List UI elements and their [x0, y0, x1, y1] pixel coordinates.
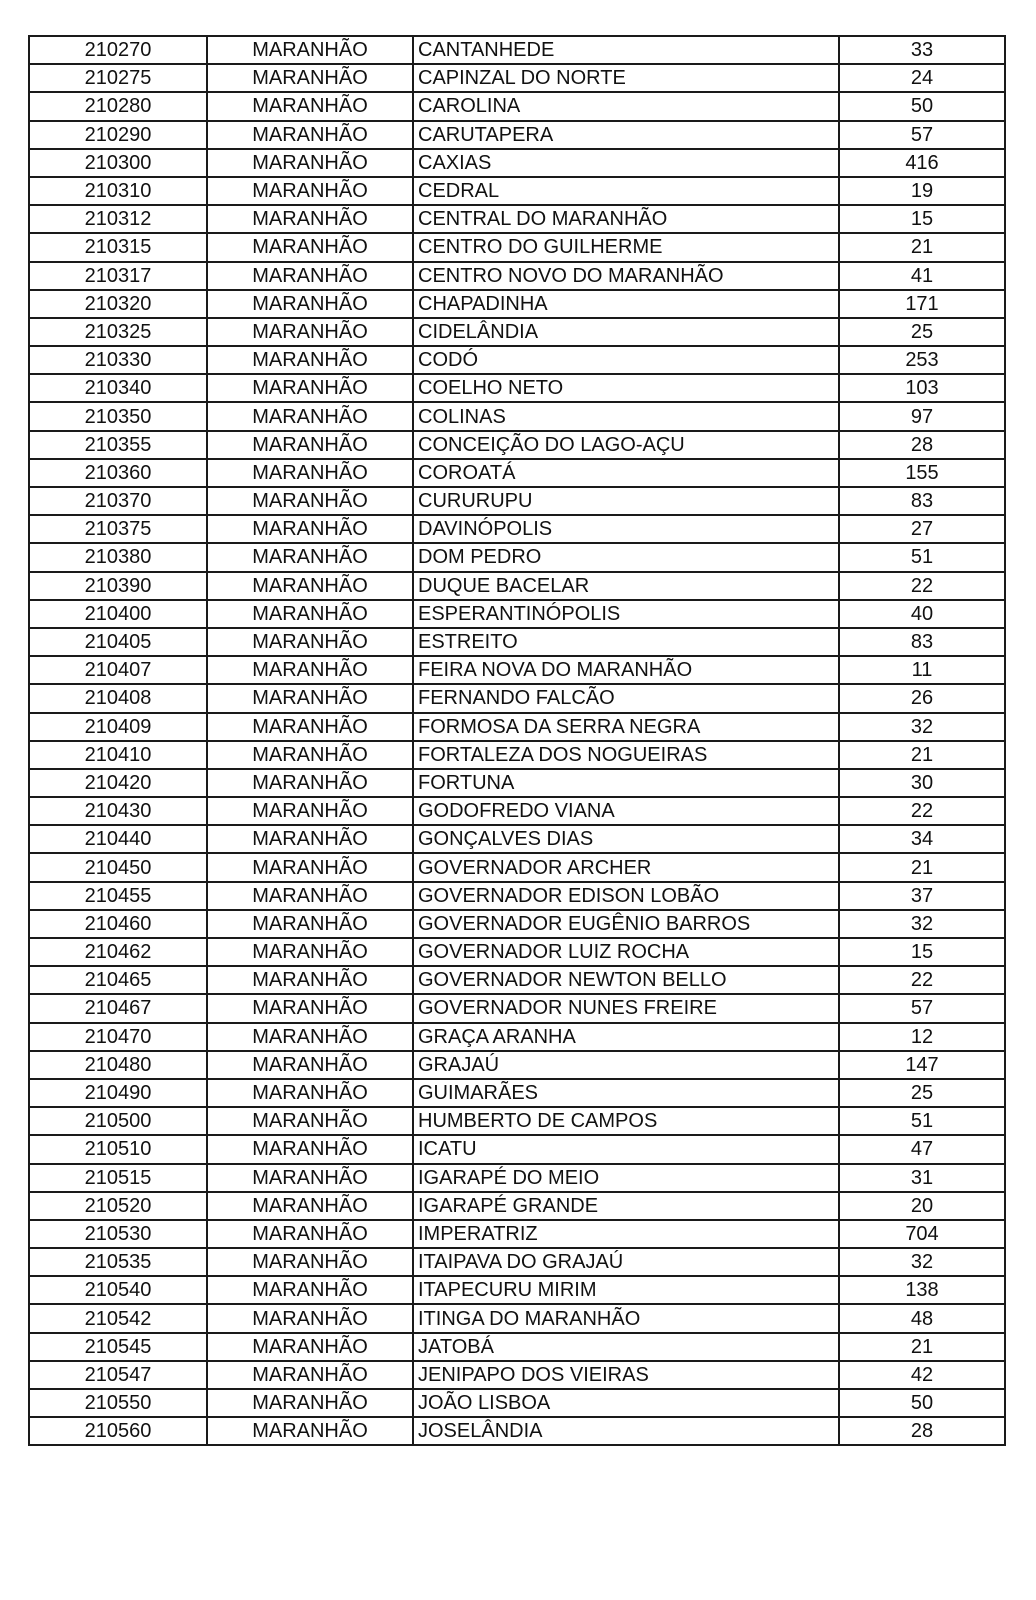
municipality-cell: ICATU	[413, 1135, 839, 1163]
state-cell: MARANHÃO	[207, 1192, 413, 1220]
state-cell: MARANHÃO	[207, 1023, 413, 1051]
state-cell: MARANHÃO	[207, 1051, 413, 1079]
table-row	[29, 515, 1005, 543]
table-row	[29, 1417, 1005, 1445]
state-cell: MARANHÃO	[207, 572, 413, 600]
municipality-cell: GOVERNADOR NUNES FREIRE	[413, 994, 839, 1022]
value-cell: 21	[839, 741, 1005, 769]
state-cell: MARANHÃO	[207, 515, 413, 543]
ibge-code-cell: 210290	[29, 121, 207, 149]
state-cell: MARANHÃO	[207, 853, 413, 881]
ibge-code-cell: 210430	[29, 797, 207, 825]
ibge-code-cell: 210409	[29, 713, 207, 741]
table-row	[29, 1051, 1005, 1079]
table-body	[29, 36, 1005, 1445]
ibge-code-cell: 210275	[29, 64, 207, 92]
state-cell: MARANHÃO	[207, 402, 413, 430]
table-row	[29, 543, 1005, 571]
value-cell: 83	[839, 487, 1005, 515]
table-row	[29, 149, 1005, 177]
municipality-cell: COLINAS	[413, 402, 839, 430]
table-row	[29, 1023, 1005, 1051]
municipality-cell: CIDELÂNDIA	[413, 318, 839, 346]
table-row	[29, 233, 1005, 261]
ibge-code-cell: 210535	[29, 1248, 207, 1276]
table-row	[29, 1107, 1005, 1135]
ibge-code-cell: 210530	[29, 1220, 207, 1248]
table-row	[29, 318, 1005, 346]
ibge-code-cell: 210460	[29, 910, 207, 938]
state-cell: MARANHÃO	[207, 177, 413, 205]
ibge-code-cell: 210375	[29, 515, 207, 543]
ibge-code-cell: 210515	[29, 1164, 207, 1192]
table-row	[29, 431, 1005, 459]
value-cell: 51	[839, 1107, 1005, 1135]
table-row	[29, 64, 1005, 92]
table-row	[29, 1135, 1005, 1163]
table-row	[29, 177, 1005, 205]
municipality-cell: JOÃO LISBOA	[413, 1389, 839, 1417]
municipality-cell: GODOFREDO VIANA	[413, 797, 839, 825]
table-row	[29, 1248, 1005, 1276]
ibge-code-cell: 210312	[29, 205, 207, 233]
value-cell: 19	[839, 177, 1005, 205]
ibge-code-cell: 210405	[29, 628, 207, 656]
value-cell: 416	[839, 149, 1005, 177]
municipality-cell: FORTUNA	[413, 769, 839, 797]
value-cell: 103	[839, 374, 1005, 402]
value-cell: 37	[839, 882, 1005, 910]
value-cell: 57	[839, 121, 1005, 149]
table-row	[29, 290, 1005, 318]
municipality-cell: CAPINZAL DO NORTE	[413, 64, 839, 92]
municipality-cell: CEDRAL	[413, 177, 839, 205]
municipality-cell: COELHO NETO	[413, 374, 839, 402]
municipality-cell: HUMBERTO DE CAMPOS	[413, 1107, 839, 1135]
ibge-code-cell: 210420	[29, 769, 207, 797]
table-row	[29, 741, 1005, 769]
value-cell: 24	[839, 64, 1005, 92]
municipality-cell: DAVINÓPOLIS	[413, 515, 839, 543]
state-cell: MARANHÃO	[207, 487, 413, 515]
ibge-code-cell: 210350	[29, 402, 207, 430]
municipality-cell: JOSELÂNDIA	[413, 1417, 839, 1445]
municipality-cell: GUIMARÃES	[413, 1079, 839, 1107]
ibge-code-cell: 210300	[29, 149, 207, 177]
table-row	[29, 92, 1005, 120]
state-cell: MARANHÃO	[207, 882, 413, 910]
municipality-cell: CENTRO NOVO DO MARANHÃO	[413, 262, 839, 290]
municipality-cell: GOVERNADOR NEWTON BELLO	[413, 966, 839, 994]
ibge-code-cell: 210390	[29, 572, 207, 600]
ibge-code-cell: 210465	[29, 966, 207, 994]
municipality-cell: CENTRAL DO MARANHÃO	[413, 205, 839, 233]
municipality-cell: CAROLINA	[413, 92, 839, 120]
ibge-code-cell: 210470	[29, 1023, 207, 1051]
value-cell: 83	[839, 628, 1005, 656]
value-cell: 40	[839, 600, 1005, 628]
municipality-cell: FORTALEZA DOS NOGUEIRAS	[413, 741, 839, 769]
value-cell: 48	[839, 1304, 1005, 1332]
table-row	[29, 966, 1005, 994]
municipality-cell: ESPERANTINÓPOLIS	[413, 600, 839, 628]
ibge-code-cell: 210325	[29, 318, 207, 346]
municipality-cell: DOM PEDRO	[413, 543, 839, 571]
value-cell: 21	[839, 233, 1005, 261]
value-cell: 171	[839, 290, 1005, 318]
value-cell: 27	[839, 515, 1005, 543]
ibge-code-cell: 210280	[29, 92, 207, 120]
state-cell: MARANHÃO	[207, 1135, 413, 1163]
table-row	[29, 600, 1005, 628]
value-cell: 28	[839, 431, 1005, 459]
ibge-code-cell: 210317	[29, 262, 207, 290]
municipality-cell: GRAÇA ARANHA	[413, 1023, 839, 1051]
value-cell: 704	[839, 1220, 1005, 1248]
value-cell: 50	[839, 1389, 1005, 1417]
value-cell: 15	[839, 938, 1005, 966]
municipality-cell: FERNANDO FALCÃO	[413, 684, 839, 712]
municipality-cell: JENIPAPO DOS VIEIRAS	[413, 1361, 839, 1389]
value-cell: 32	[839, 910, 1005, 938]
state-cell: MARANHÃO	[207, 205, 413, 233]
municipality-cell: GRAJAÚ	[413, 1051, 839, 1079]
value-cell: 31	[839, 1164, 1005, 1192]
municipality-cell: CONCEIÇÃO DO LAGO-AÇU	[413, 431, 839, 459]
value-cell: 25	[839, 318, 1005, 346]
state-cell: MARANHÃO	[207, 741, 413, 769]
value-cell: 20	[839, 1192, 1005, 1220]
state-cell: MARANHÃO	[207, 1164, 413, 1192]
state-cell: MARANHÃO	[207, 797, 413, 825]
state-cell: MARANHÃO	[207, 600, 413, 628]
state-cell: MARANHÃO	[207, 1304, 413, 1332]
table-row	[29, 797, 1005, 825]
municipality-cell: ESTREITO	[413, 628, 839, 656]
ibge-code-cell: 210330	[29, 346, 207, 374]
ibge-code-cell: 210490	[29, 1079, 207, 1107]
table-row	[29, 459, 1005, 487]
value-cell: 34	[839, 825, 1005, 853]
state-cell: MARANHÃO	[207, 121, 413, 149]
ibge-code-cell: 210340	[29, 374, 207, 402]
value-cell: 11	[839, 656, 1005, 684]
state-cell: MARANHÃO	[207, 1248, 413, 1276]
ibge-code-cell: 210540	[29, 1276, 207, 1304]
state-cell: MARANHÃO	[207, 290, 413, 318]
municipality-cell: ITINGA DO MARANHÃO	[413, 1304, 839, 1332]
value-cell: 33	[839, 36, 1005, 64]
value-cell: 138	[839, 1276, 1005, 1304]
state-cell: MARANHÃO	[207, 149, 413, 177]
ibge-code-cell: 210410	[29, 741, 207, 769]
state-cell: MARANHÃO	[207, 346, 413, 374]
table-row	[29, 36, 1005, 64]
ibge-code-cell: 210455	[29, 882, 207, 910]
state-cell: MARANHÃO	[207, 825, 413, 853]
table-row	[29, 1164, 1005, 1192]
value-cell: 41	[839, 262, 1005, 290]
municipality-cell: IGARAPÉ GRANDE	[413, 1192, 839, 1220]
ibge-code-cell: 210320	[29, 290, 207, 318]
value-cell: 21	[839, 853, 1005, 881]
municipality-cell: CARUTAPERA	[413, 121, 839, 149]
state-cell: MARANHÃO	[207, 628, 413, 656]
state-cell: MARANHÃO	[207, 459, 413, 487]
value-cell: 22	[839, 572, 1005, 600]
municipality-cell: GONÇALVES DIAS	[413, 825, 839, 853]
state-cell: MARANHÃO	[207, 656, 413, 684]
table-row	[29, 121, 1005, 149]
state-cell: MARANHÃO	[207, 1417, 413, 1445]
state-cell: MARANHÃO	[207, 938, 413, 966]
state-cell: MARANHÃO	[207, 543, 413, 571]
table-row	[29, 1304, 1005, 1332]
value-cell: 147	[839, 1051, 1005, 1079]
table-row	[29, 994, 1005, 1022]
ibge-code-cell: 210560	[29, 1417, 207, 1445]
table-row	[29, 882, 1005, 910]
table-row	[29, 1276, 1005, 1304]
state-cell: MARANHÃO	[207, 1079, 413, 1107]
ibge-code-cell: 210360	[29, 459, 207, 487]
state-cell: MARANHÃO	[207, 64, 413, 92]
value-cell: 50	[839, 92, 1005, 120]
table-row	[29, 1361, 1005, 1389]
ibge-code-cell: 210547	[29, 1361, 207, 1389]
value-cell: 42	[839, 1361, 1005, 1389]
state-cell: MARANHÃO	[207, 262, 413, 290]
value-cell: 15	[839, 205, 1005, 233]
municipality-cell: GOVERNADOR ARCHER	[413, 853, 839, 881]
municipality-cell: IMPERATRIZ	[413, 1220, 839, 1248]
value-cell: 47	[839, 1135, 1005, 1163]
table-row	[29, 684, 1005, 712]
municipality-cell: CHAPADINHA	[413, 290, 839, 318]
table-row	[29, 1333, 1005, 1361]
municipality-cell: ITAPECURU MIRIM	[413, 1276, 839, 1304]
state-cell: MARANHÃO	[207, 1333, 413, 1361]
ibge-code-cell: 210370	[29, 487, 207, 515]
state-cell: MARANHÃO	[207, 233, 413, 261]
table-row	[29, 1079, 1005, 1107]
value-cell: 22	[839, 966, 1005, 994]
table-row	[29, 205, 1005, 233]
table-row	[29, 656, 1005, 684]
value-cell: 30	[839, 769, 1005, 797]
value-cell: 12	[839, 1023, 1005, 1051]
value-cell: 26	[839, 684, 1005, 712]
state-cell: MARANHÃO	[207, 1107, 413, 1135]
municipality-cell: JATOBÁ	[413, 1333, 839, 1361]
ibge-code-cell: 210270	[29, 36, 207, 64]
ibge-code-cell: 210545	[29, 1333, 207, 1361]
state-cell: MARANHÃO	[207, 431, 413, 459]
ibge-code-cell: 210480	[29, 1051, 207, 1079]
table-row	[29, 1192, 1005, 1220]
municipality-cell: CANTANHEDE	[413, 36, 839, 64]
municipality-cell: GOVERNADOR EDISON LOBÃO	[413, 882, 839, 910]
table-row	[29, 572, 1005, 600]
municipality-cell: COROATÁ	[413, 459, 839, 487]
state-cell: MARANHÃO	[207, 1276, 413, 1304]
ibge-code-cell: 210520	[29, 1192, 207, 1220]
ibge-code-cell: 210550	[29, 1389, 207, 1417]
ibge-code-cell: 210380	[29, 543, 207, 571]
municipality-cell: IGARAPÉ DO MEIO	[413, 1164, 839, 1192]
table-row	[29, 487, 1005, 515]
state-cell: MARANHÃO	[207, 1389, 413, 1417]
ibge-code-cell: 210440	[29, 825, 207, 853]
municipality-cell: CODÓ	[413, 346, 839, 374]
value-cell: 25	[839, 1079, 1005, 1107]
value-cell: 97	[839, 402, 1005, 430]
value-cell: 32	[839, 1248, 1005, 1276]
value-cell: 51	[839, 543, 1005, 571]
state-cell: MARANHÃO	[207, 374, 413, 402]
table-row	[29, 1389, 1005, 1417]
ibge-code-cell: 210450	[29, 853, 207, 881]
table-row	[29, 402, 1005, 430]
table-row	[29, 938, 1005, 966]
table-row	[29, 769, 1005, 797]
state-cell: MARANHÃO	[207, 1220, 413, 1248]
municipality-cell: DUQUE BACELAR	[413, 572, 839, 600]
ibge-code-cell: 210510	[29, 1135, 207, 1163]
municipality-table	[28, 35, 1006, 1446]
table-row	[29, 853, 1005, 881]
municipality-cell: CURURUPU	[413, 487, 839, 515]
municipality-cell: CAXIAS	[413, 149, 839, 177]
ibge-code-cell: 210467	[29, 994, 207, 1022]
value-cell: 32	[839, 713, 1005, 741]
table-row	[29, 262, 1005, 290]
table-row	[29, 713, 1005, 741]
ibge-code-cell: 210407	[29, 656, 207, 684]
value-cell: 22	[839, 797, 1005, 825]
ibge-code-cell: 210408	[29, 684, 207, 712]
table-row	[29, 1220, 1005, 1248]
ibge-code-cell: 210400	[29, 600, 207, 628]
ibge-code-cell: 210500	[29, 1107, 207, 1135]
state-cell: MARANHÃO	[207, 684, 413, 712]
municipality-cell: GOVERNADOR EUGÊNIO BARROS	[413, 910, 839, 938]
ibge-code-cell: 210310	[29, 177, 207, 205]
municipality-cell: ITAIPAVA DO GRAJAÚ	[413, 1248, 839, 1276]
state-cell: MARANHÃO	[207, 994, 413, 1022]
state-cell: MARANHÃO	[207, 36, 413, 64]
municipality-cell: CENTRO DO GUILHERME	[413, 233, 839, 261]
table-row	[29, 910, 1005, 938]
value-cell: 155	[839, 459, 1005, 487]
value-cell: 28	[839, 1417, 1005, 1445]
state-cell: MARANHÃO	[207, 966, 413, 994]
state-cell: MARANHÃO	[207, 910, 413, 938]
value-cell: 253	[839, 346, 1005, 374]
state-cell: MARANHÃO	[207, 92, 413, 120]
value-cell: 57	[839, 994, 1005, 1022]
table-row	[29, 374, 1005, 402]
ibge-code-cell: 210355	[29, 431, 207, 459]
state-cell: MARANHÃO	[207, 713, 413, 741]
municipality-cell: FORMOSA DA SERRA NEGRA	[413, 713, 839, 741]
table-row	[29, 825, 1005, 853]
state-cell: MARANHÃO	[207, 318, 413, 346]
ibge-code-cell: 210315	[29, 233, 207, 261]
municipality-cell: GOVERNADOR LUIZ ROCHA	[413, 938, 839, 966]
municipality-cell: FEIRA NOVA DO MARANHÃO	[413, 656, 839, 684]
state-cell: MARANHÃO	[207, 1361, 413, 1389]
ibge-code-cell: 210542	[29, 1304, 207, 1332]
value-cell: 21	[839, 1333, 1005, 1361]
state-cell: MARANHÃO	[207, 769, 413, 797]
table-row	[29, 628, 1005, 656]
table-row	[29, 346, 1005, 374]
ibge-code-cell: 210462	[29, 938, 207, 966]
